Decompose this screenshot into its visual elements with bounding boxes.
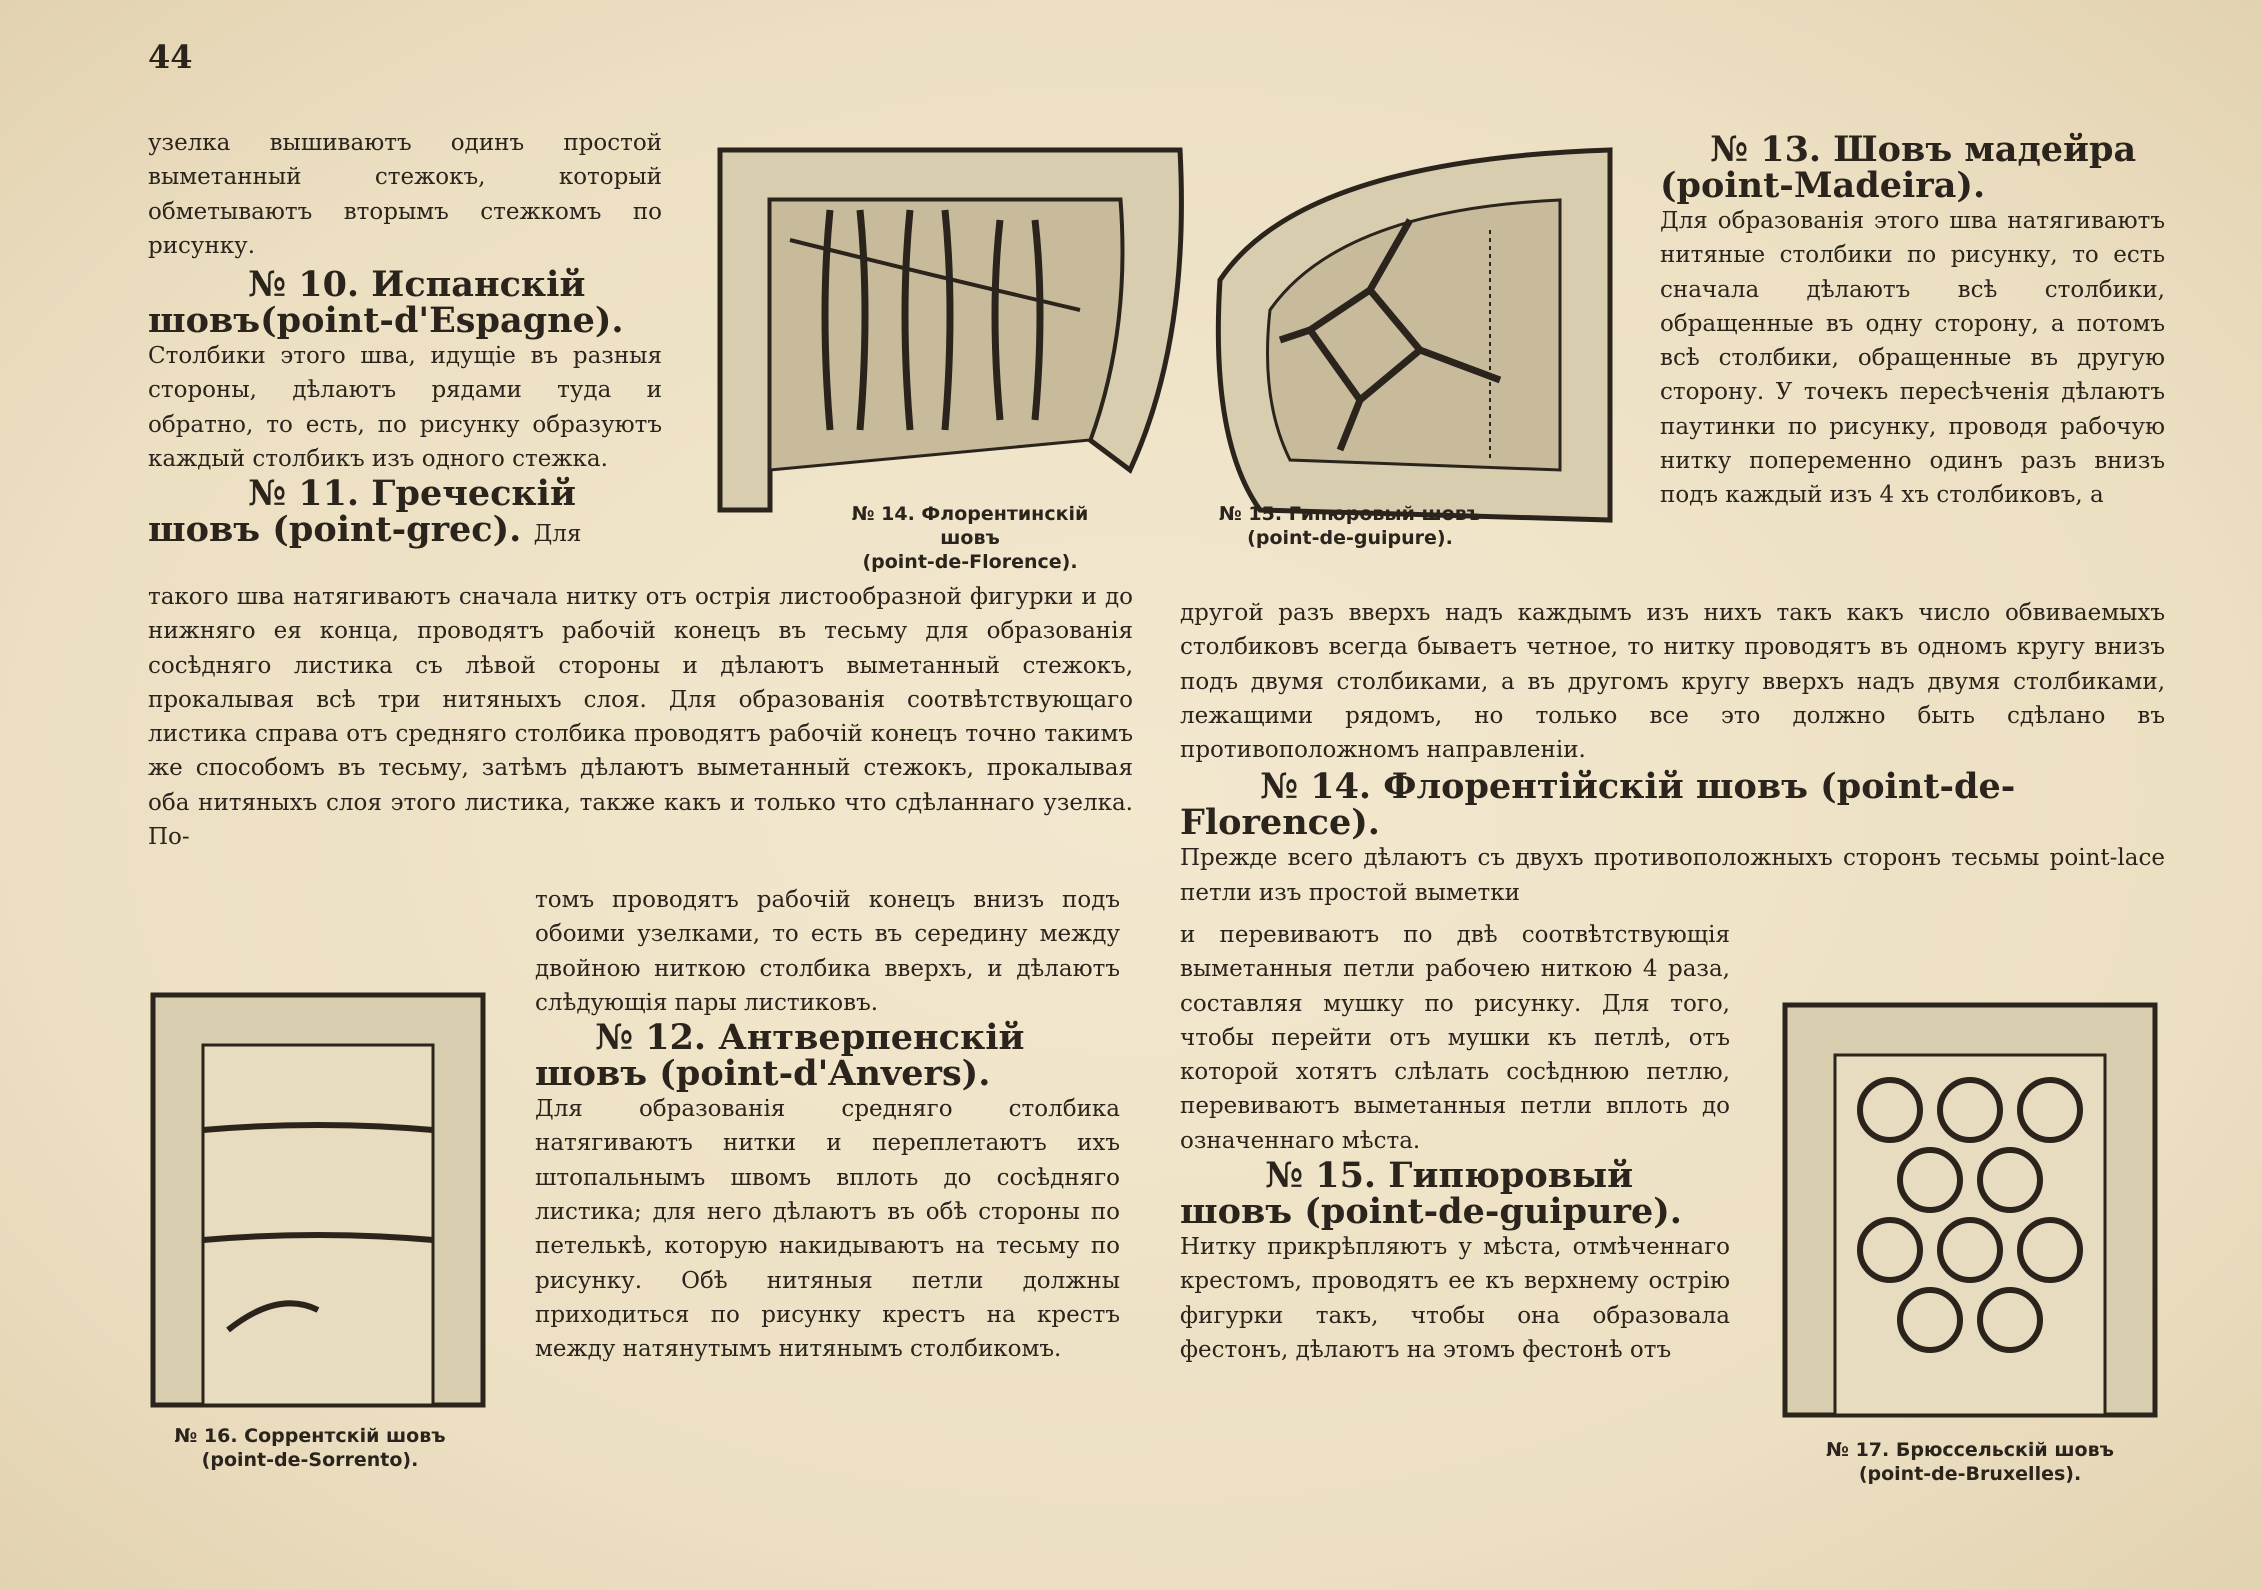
heading-no14: № 14. Флорентійскій шовъ (point-de-Florence). [1180,766,2016,844]
column-right-lower [1180,918,1730,1367]
caption-figure-16 [140,1424,480,1472]
caption-15-line1: № 15. Гипюровый шовъ [1218,503,1482,525]
caption-14-line1: № 14. Флорентинскій шовъ [851,503,1089,549]
figure-14-florence [710,140,1190,530]
heading-no15: № 15. Гипюровый шовъ (point-de-guipure). [1180,1155,1682,1233]
caption-figure-15 [1210,502,1490,550]
caption-14-line2: (point-de-Florence). [862,551,1078,573]
heading-no12: № 12. Антверпенскій шовъ (point-d'Anvers). [535,1017,1025,1095]
heading-no13 [1660,129,2165,206]
paragraph-continuation: узелка вышиваютъ одинъ простой выметанный стежокъ, который обметываютъ вторымъ стежкомъ по рисунку. [148,130,662,259]
paragraph-no15: Нитку прикрѣпляютъ у мѣста, отмѣченнаго крестомъ, проводятъ ее къ верхнему острію фигурки такъ, чтобы она образовала фестонъ, дѣлаютъ на этомъ фестонѣ отъ [1180,1234,1730,1363]
caption-16-line1: № 16. Соррентскій шовъ [174,1425,446,1447]
heading-no11 [148,473,662,552]
paragraph-no14-narrow: и перевиваютъ по двѣ соотвѣтствующія выметанныя петли рабочею ниткою 4 раза, составляя мушку по рисунку. Для того, чтобы перейти отъ мушки къ петлѣ, отъ которой хотятъ слѣлать сосѣднюю петлю, перевиваютъ выметанныя петли вплоть до означеннаго мѣста. [1180,922,1730,1154]
column-center-lower [535,883,1120,1367]
heading-no11-text: № 11. Греческій шовъ (point-grec). [148,473,576,551]
heading-no13-text: № 13. Шовъ мадейра (point-Madeira). [1660,129,2137,206]
page-number: 44 [148,38,193,76]
caption-figure-17 [1770,1438,2170,1486]
caption-17-line2: (point-de-Bruxelles). [1858,1463,2082,1485]
paragraph-no13-wide: другой разъ вверхъ надъ каждымъ изъ нихъ такъ какъ число обвиваемыхъ столбиковъ всегда бываетъ четное, то нитку проводятъ въ одномъ кругу внизъ подъ двумя столбиками, а въ другомъ кругу вверхъ надъ двумя столбиками, лежащими рядомъ, но только все это должно быть сдѣлано въ противоположномъ направленіи. [1180,600,2165,764]
paragraph-no12: Для образованія средняго столбика натягиваютъ нитки и переплетаютъ ихъ штопальнымъ швомъ вплоть до сосѣдняго листика; для него дѣлаютъ въ обѣ стороны по петелькѣ, которую накидываютъ на тесьму по рисунку. Обѣ нитяныя петли должны приходиться по рисунку крестъ на крестъ между натянутымъ нитянымъ столбикомъ. [535,1096,1120,1363]
figure-17-bruxelles [1780,1000,2160,1420]
caption-figure-14 [820,502,1120,574]
figure-15-guipure [1200,140,1620,530]
column-right-upper [1660,129,2165,513]
caption-16-line2: (point-de-Sorrento). [201,1449,419,1471]
paragraph-no14-wide: Прежде всего дѣлаютъ съ двухъ противоположныхъ сторонъ тесьмы point-lace петли изъ простой выметки [1180,845,2165,906]
paragraph-no10: Столбики этого шва, идущіе въ разныя стороны, дѣлаютъ рядами туда и обратно, то есть, по рисунку образуютъ каждый столбикъ изъ одного стежка. [148,343,662,473]
paragraph-no11-wide: такого шва натягиваютъ сначала нитку отъ острія листообразной фигурки и до нижняго ея конца, проводятъ рабочій конецъ въ тесьму для образованія сосѣдняго листика съ лѣвой стороны и дѣлаютъ выметанный стежокъ, прокалывая всѣ три нитяныхъ слоя. Для образованія соотвѣтствующаго листика справа отъ средняго столбика проводятъ рабочій конецъ точно такимъ же способомъ въ тесьму, затѣмъ дѣлаютъ выметанный стежокъ, прокалывая оба нитяныхъ слоя этого листика, также какъ и только что сдѣланнаго узелка. По- [148,584,1133,851]
heading-no11-lead: Для [533,521,582,548]
caption-17-line1: № 17. Брюссельскій шовъ [1826,1439,2114,1461]
paragraph-no11-narrow: томъ проводятъ рабочій конецъ внизъ подъ обоими узелками, то есть въ середину между двойною ниткою столбика вверхъ, и дѣлаютъ слѣдующія пары листиковъ. [535,887,1120,1016]
caption-15-line2: (point-de-guipure). [1247,527,1453,549]
column-left-upper [148,126,662,552]
paragraph-no13-narrow: Для образованія этого шва натягиваютъ нитяные столбики по рисунку, то есть сначала дѣлаютъ всѣ столбики, обращенные въ одну сторону, а потомъ всѣ столбики, обращенные въ другую сторону. У точекъ пересѣченія дѣлаютъ паутинки по рисунку, проводя рабочую нитку попеременно одинъ разъ внизъ подъ каждый изъ 4 хъ столбиковъ, а [1660,208,2165,509]
heading-no10: № 10. Испанскій шовъ(point-d'Espagne). [148,264,624,342]
figure-16-sorrento [148,990,488,1410]
column-right-middle [1180,596,2165,910]
